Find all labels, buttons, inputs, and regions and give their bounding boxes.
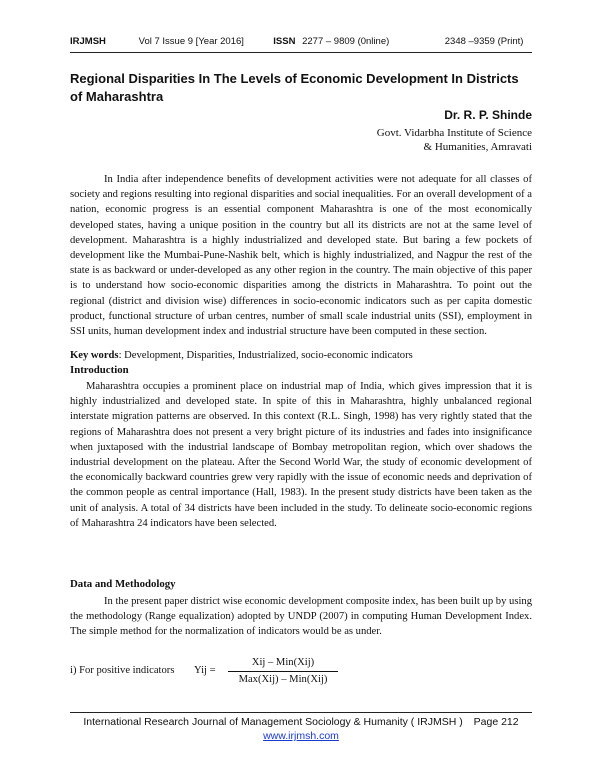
header-divider [70,52,532,53]
introduction-heading: Introduction [70,364,129,376]
introduction-paragraph: Maharashtra occupies a prominent place on industrial map of India, which gives impression that it is highly industrialized and developed state. In spite of this in Maharashtra, highly unbalanced regional interstate migration patterns are observed. In this context (R.L. Singh, 1998) has very rightly stated that the regions of Maharashtra does not present a very bright picture of its industries and fades into insignificance when juxtaposed with the industrial landscape of Bombay metropolitan region, which over shadows the industrial development on the plateau. After the Second World War, the study of economic development of the economically backward countries grew very rapidly with the issue of economic needs and deprivation of the common people as central importance (Hall, 1983). In the present study districts have been taken as the unit of analysis. A total of 34 districts have been included in the study. To delineate socio-economic regions of Maharashtra 24 indicators have been selected. [70,381,532,529]
footer-journal-name: International Research Journal of Management Sociology & Humanity ( IRJMSH ) [83,716,463,728]
issn-print: 2348 –9359 (Print) [444,36,524,47]
page-footer [70,716,532,728]
formula-lhs: Yij = [194,665,216,676]
data-methodology-heading: Data and Methodology [70,578,176,590]
keywords-line [70,348,532,363]
abstract-paragraph: In India after independence benefits of development activities were not adequate for all classes of society and regions resulting into regional disparities and social inequalities. For an overall development of a nation, economic progress is an essential component Maharashtra is one of the most economically developed states, having a unique position in the country but all its districts are not at the same level of development. Maharashtra is a highly industrialized and developed state. But baring a few pockets of development like the Mumbai-Pune-Nashik belt, which is highly industrialized, and Nagpur the rest of the state is as backward or under-developed as any other region in the country. The main objective of this paper is to understand how socio-economic disparities among the districts in Maharashtra. To point out the regional (district and division wise) differences in socio-economic indicators such as per capita domestic product, functional structure of urban centres, number of small scale industrial units (SSI), employment in SSI units, human development index and industrial structure have been computed in these section. [70,174,532,338]
data-methodology-paragraph: In the present paper district wise economic development composite index, has been built up by using the methodology (Range equalization) adopted by UNDP (2007) in computing Human Development Index. The simple method for the normalization of indicators would be as under. [70,596,532,638]
affiliation-line-1: Govt. Vidarbha Institute of Science [376,127,532,139]
affiliation-line-2: & Humanities, Amravati [423,141,532,153]
journal-website-link[interactable]: www.irjmsh.com [263,730,339,742]
formula-denominator: Max(Xij) – Min(Xij) [238,674,328,685]
journal-abbrev: IRJMSH [70,36,106,47]
fraction-bar [228,671,338,672]
running-header [70,36,532,47]
issn-online: 2277 – 9809 (0nline) [302,36,390,47]
formula-label: i) For positive indicators [70,665,175,676]
formula-numerator: Xij – Min(Xij) [251,657,315,668]
keywords-text: : Development, Disparities, Industrialized, socio-economic indicators [118,350,413,361]
footer-divider [70,712,532,713]
page-number: Page 212 [473,716,519,728]
keywords-label: Key words [70,350,119,361]
volume-issue: Vol 7 Issue 9 [Year 2016] [138,36,244,47]
normalization-formula [70,656,532,690]
formula-fraction [228,656,338,687]
issn-label: ISSN [273,36,296,47]
article-title: Regional Disparities In The Levels of Economic Development In Districts of Maharashtra [70,71,519,104]
author-name: Dr. R. P. Shinde [444,108,532,122]
